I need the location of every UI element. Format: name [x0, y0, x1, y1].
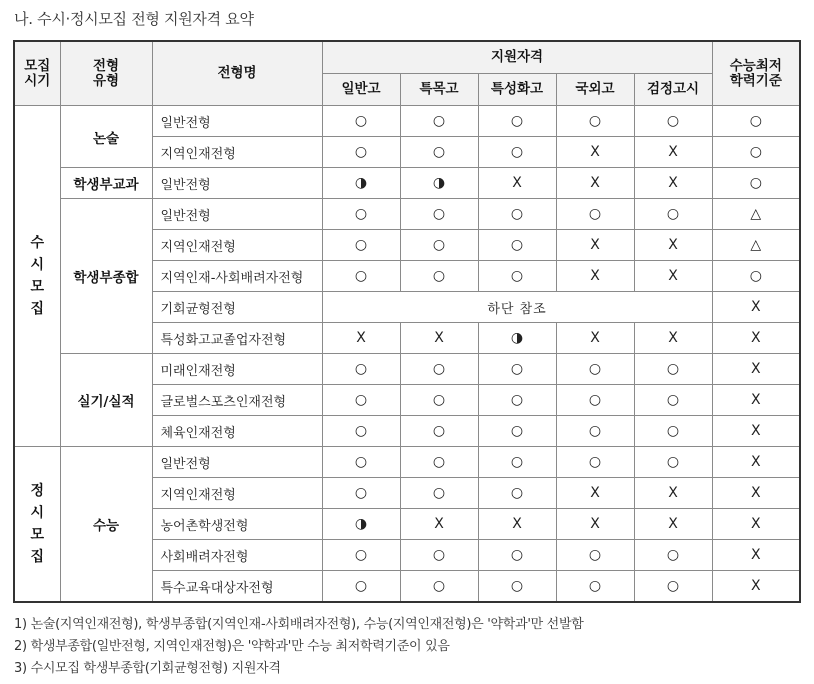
mark-overseas: X — [556, 230, 634, 261]
header-name: 전형명 — [152, 41, 322, 106]
mark-overseas: ○ — [556, 385, 634, 416]
table-body — [14, 106, 800, 603]
program-name: 미래인재전형 — [152, 354, 322, 385]
mark-special-purpose: X — [400, 323, 478, 354]
program-name: 일반전형 — [152, 168, 322, 199]
mark-general: ○ — [322, 385, 400, 416]
mark-overseas: X — [556, 509, 634, 540]
mark-vocational: ○ — [478, 106, 556, 137]
mark-general: ◑ — [322, 168, 400, 199]
mark-ged: ○ — [634, 385, 712, 416]
mark-vocational: ○ — [478, 230, 556, 261]
mark-csat: X — [712, 540, 800, 571]
program-name: 지역인재전형 — [152, 137, 322, 168]
mark-special-purpose: ○ — [400, 230, 478, 261]
mark-vocational: ○ — [478, 261, 556, 292]
header-eligibility: 지원자격 — [322, 41, 712, 74]
mark-overseas: ○ — [556, 416, 634, 447]
mark-special-purpose: ◑ — [400, 168, 478, 199]
header-period: 모집 시기 — [14, 41, 60, 106]
mark-csat: △ — [712, 199, 800, 230]
mark-csat: X — [712, 292, 800, 323]
mark-vocational: ○ — [478, 199, 556, 230]
program-name: 체육인재전형 — [152, 416, 322, 447]
table-row — [14, 106, 800, 137]
mark-ged: ○ — [634, 106, 712, 137]
eligibility-note: 하단 참조 — [322, 292, 712, 323]
mark-overseas: X — [556, 261, 634, 292]
program-name: 글로벌스포츠인재전형 — [152, 385, 322, 416]
header-school-special-purpose: 특목고 — [400, 74, 478, 106]
mark-special-purpose: ○ — [400, 385, 478, 416]
mark-general: ○ — [322, 261, 400, 292]
mark-csat: X — [712, 509, 800, 540]
mark-overseas: ○ — [556, 199, 634, 230]
mark-overseas: X — [556, 323, 634, 354]
mark-special-purpose: ○ — [400, 106, 478, 137]
type-gyogwa: 학생부교과 — [60, 168, 152, 199]
mark-general: ○ — [322, 354, 400, 385]
mark-ged: X — [634, 230, 712, 261]
period-jeongsi: 정 시 모 집 — [14, 447, 60, 603]
mark-csat: ○ — [712, 137, 800, 168]
mark-csat: X — [712, 385, 800, 416]
header-school-vocational: 특성화고 — [478, 74, 556, 106]
mark-overseas: ○ — [556, 354, 634, 385]
mark-general: ○ — [322, 447, 400, 478]
table-row — [14, 168, 800, 199]
program-name: 일반전형 — [152, 447, 322, 478]
footnote-2: 2) 학생부종합(일반전형, 지역인재전형)은 '약학과'만 수능 최저학력기준이 있음 — [14, 639, 450, 654]
program-name: 일반전형 — [152, 199, 322, 230]
table-row — [14, 354, 800, 385]
mark-ged: ○ — [634, 354, 712, 385]
mark-csat: X — [712, 571, 800, 603]
mark-special-purpose: ○ — [400, 478, 478, 509]
program-name: 특수교육대상자전형 — [152, 571, 322, 603]
mark-overseas: ○ — [556, 106, 634, 137]
header-type: 전형 유형 — [60, 41, 152, 106]
mark-special-purpose: ○ — [400, 199, 478, 230]
mark-csat: ○ — [712, 168, 800, 199]
footnotes — [14, 614, 583, 680]
mark-general: ○ — [322, 230, 400, 261]
mark-special-purpose: ○ — [400, 137, 478, 168]
mark-ged: ○ — [634, 199, 712, 230]
mark-vocational: ○ — [478, 385, 556, 416]
section-heading: 나. 수시·정시모집 전형 지원자격 요약 — [14, 10, 254, 28]
type-nonsul: 논술 — [60, 106, 152, 168]
eligibility-summary-table — [13, 40, 801, 603]
mark-vocational: ○ — [478, 540, 556, 571]
mark-vocational: ○ — [478, 354, 556, 385]
mark-vocational: X — [478, 168, 556, 199]
header-school-overseas: 국외고 — [556, 74, 634, 106]
mark-ged: X — [634, 168, 712, 199]
mark-general: ○ — [322, 540, 400, 571]
mark-vocational: ○ — [478, 478, 556, 509]
program-name: 지역인재전형 — [152, 230, 322, 261]
header-csat: 수능최저 학력기준 — [712, 41, 800, 106]
mark-overseas: ○ — [556, 447, 634, 478]
mark-general: ○ — [322, 199, 400, 230]
mark-special-purpose: ○ — [400, 416, 478, 447]
type-silgi: 실기/실적 — [60, 354, 152, 447]
mark-vocational: ○ — [478, 137, 556, 168]
program-name: 사회배려자전형 — [152, 540, 322, 571]
mark-vocational: ○ — [478, 447, 556, 478]
type-suneung: 수능 — [60, 447, 152, 603]
mark-csat: ○ — [712, 261, 800, 292]
mark-ged: X — [634, 478, 712, 509]
mark-ged: ○ — [634, 416, 712, 447]
mark-overseas: ○ — [556, 540, 634, 571]
mark-vocational: ○ — [478, 416, 556, 447]
period-susi: 수 시 모 집 — [14, 106, 60, 447]
mark-vocational: ◑ — [478, 323, 556, 354]
mark-csat: X — [712, 354, 800, 385]
mark-csat: X — [712, 416, 800, 447]
mark-special-purpose: ○ — [400, 571, 478, 603]
mark-special-purpose: X — [400, 509, 478, 540]
program-name: 지역인재전형 — [152, 478, 322, 509]
mark-ged: X — [634, 323, 712, 354]
header-school-ged: 검정고시 — [634, 74, 712, 106]
mark-ged: X — [634, 509, 712, 540]
mark-ged: ○ — [634, 540, 712, 571]
mark-ged: X — [634, 261, 712, 292]
mark-vocational: X — [478, 509, 556, 540]
table-row — [14, 199, 800, 230]
mark-special-purpose: ○ — [400, 447, 478, 478]
mark-csat: X — [712, 478, 800, 509]
footnote-3: 3) 수시모집 학생부종합(기회균형전형) 지원자격 — [14, 661, 281, 676]
program-name: 농어촌학생전형 — [152, 509, 322, 540]
mark-overseas: X — [556, 137, 634, 168]
footnote-1: 1) 논술(지역인재전형), 학생부종합(지역인재-사회배려자전형), 수능(지역인재전형)은 '약학과'만 선발함 — [14, 617, 584, 632]
header-school-general: 일반고 — [322, 74, 400, 106]
mark-vocational: ○ — [478, 571, 556, 603]
type-jonghap: 학생부종합 — [60, 199, 152, 354]
mark-special-purpose: ○ — [400, 261, 478, 292]
program-name: 기회균형전형 — [152, 292, 322, 323]
program-name: 일반전형 — [152, 106, 322, 137]
mark-overseas: ○ — [556, 571, 634, 603]
mark-general: ◑ — [322, 509, 400, 540]
mark-ged: X — [634, 137, 712, 168]
mark-general: ○ — [322, 416, 400, 447]
mark-special-purpose: ○ — [400, 540, 478, 571]
mark-ged: ○ — [634, 447, 712, 478]
program-name: 특성화고교졸업자전형 — [152, 323, 322, 354]
mark-general: ○ — [322, 571, 400, 603]
mark-general: ○ — [322, 137, 400, 168]
mark-csat: X — [712, 447, 800, 478]
mark-csat: △ — [712, 230, 800, 261]
mark-general: X — [322, 323, 400, 354]
mark-csat: ○ — [712, 106, 800, 137]
mark-overseas: X — [556, 478, 634, 509]
mark-ged: ○ — [634, 571, 712, 603]
program-name: 지역인재-사회배려자전형 — [152, 261, 322, 292]
mark-csat: X — [712, 323, 800, 354]
table-row — [14, 447, 800, 478]
mark-special-purpose: ○ — [400, 354, 478, 385]
mark-overseas: X — [556, 168, 634, 199]
mark-general: ○ — [322, 106, 400, 137]
mark-general: ○ — [322, 478, 400, 509]
